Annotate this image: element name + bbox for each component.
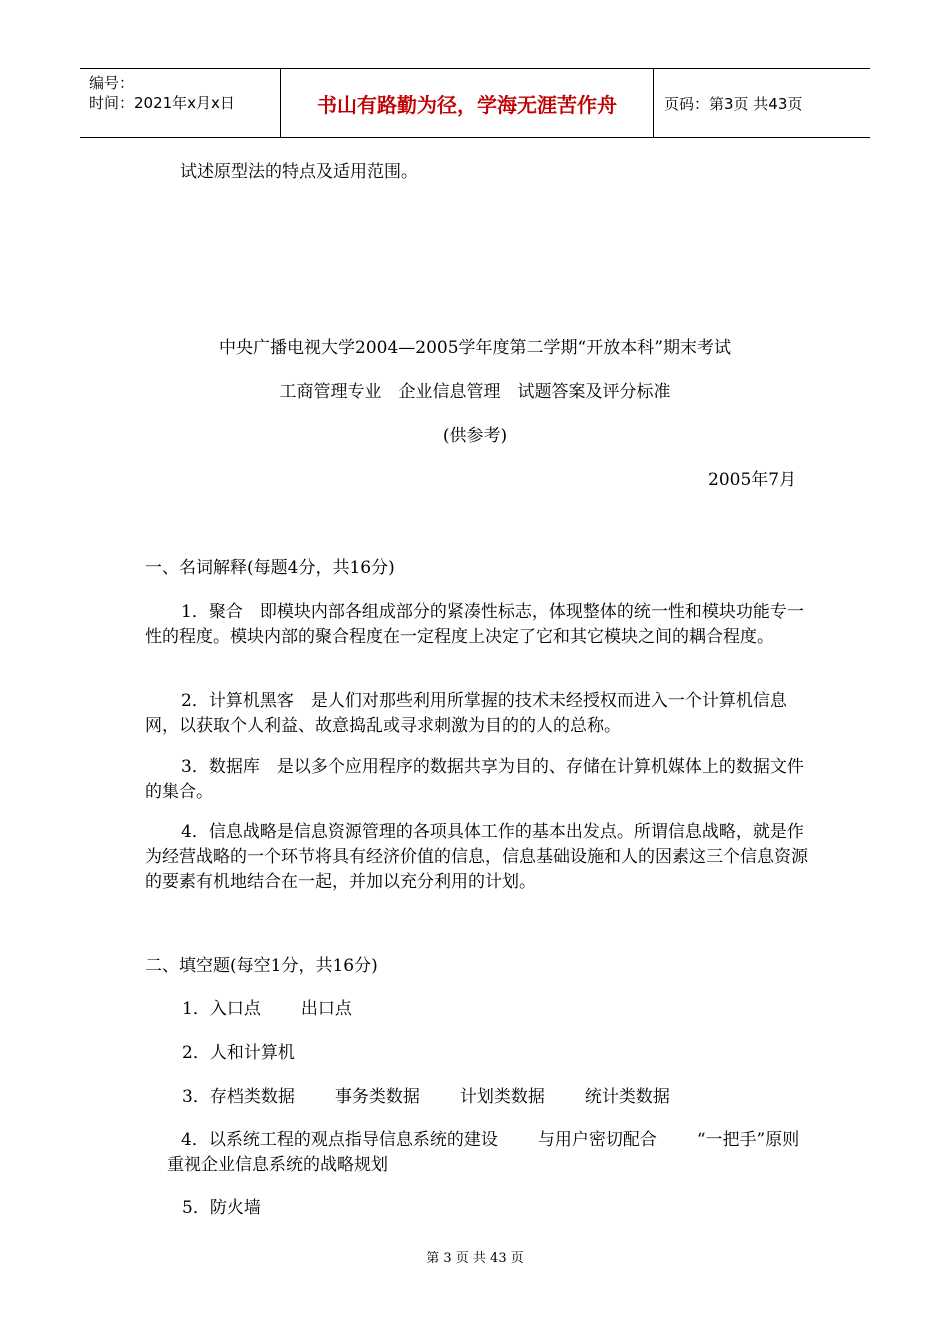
section1-item: 1．聚合 即模块内部各组成部分的紧凑性标志，体现整体的统一性和模块功能专一性的程度。模块内部的聚合程度在一定程度上决定了它和其它模块之间的耦合程度。 xyxy=(145,602,804,647)
page-footer: 第 3 页 共 43 页 xyxy=(426,1251,524,1266)
section1-item: 2．计算机黑客 是人们对那些利用所掌握的技术未经授权而进入一个计算机信息网，以获取个人利益、故意捣乱或寻求刺激为目的的人的总称。 xyxy=(145,691,787,736)
section1-item: 4．信息战略是信息资源管理的各项具体工作的基本出发点。所谓信息战略，就是作为经营战略的一个环节将具有经济价值的信息，信息基础设施和人的因素这三个信息资源的要素有机地结合在一起，并加以充分利用的计划。 xyxy=(145,822,808,892)
fill-answer: 事务类数据 xyxy=(334,1087,420,1107)
fill-answer: “一把手”原则 xyxy=(696,1130,800,1150)
section1-item: 3．数据库 是以多个应用程序的数据共享为目的、存储在计算机媒体上的数据文件的集合。 xyxy=(145,757,804,802)
header-motto: 书山有路勤为径，学海无涯苦作舟 xyxy=(281,69,654,137)
title-line1: 中央广播电视大学2004—2005学年度第二学期“开放本科”期末考试 xyxy=(219,338,731,358)
time-label: 时间：2021年x月x日 xyxy=(89,94,235,112)
fill-answer: 4．以系统工程的观点指导信息系统的建设 xyxy=(181,1130,498,1150)
exam-date: 2005年7月 xyxy=(708,470,797,490)
fill-answer: 1．入口点 xyxy=(182,999,261,1019)
fill-answer: 与用户密切配合 xyxy=(537,1130,657,1150)
section2-heading: 二、填空题(每空1分，共16分) xyxy=(145,956,378,976)
fill-item-5: 5．防火墙 xyxy=(182,1198,261,1218)
serial-label: 编号： xyxy=(89,74,135,92)
header-page-info: 页码：第3页 共43页 xyxy=(664,94,803,113)
header-meta xyxy=(80,69,281,137)
fill-item-1 xyxy=(182,997,352,1022)
fill-answer: 统计类数据 xyxy=(584,1087,670,1107)
title-line3: (供参考) xyxy=(442,426,508,446)
fill-answer: 出口点 xyxy=(300,999,352,1019)
fill-item-2: 2．人和计算机 xyxy=(182,1043,295,1063)
fill-answer: 重视企业信息系统的战略规划 xyxy=(167,1155,388,1175)
page-header xyxy=(80,68,870,138)
question-text: 试述原型法的特点及适用范围。 xyxy=(180,162,418,182)
section1-heading: 一、名词解释(每题4分，共16分) xyxy=(145,558,395,578)
title-line2: 工商管理专业 企业信息管理 试题答案及评分标准 xyxy=(279,382,671,402)
fill-item-3 xyxy=(182,1085,670,1110)
fill-answer: 3．存档类数据 xyxy=(182,1087,295,1107)
fill-item-4 xyxy=(145,1128,810,1178)
fill-answer: 计划类数据 xyxy=(459,1087,545,1107)
